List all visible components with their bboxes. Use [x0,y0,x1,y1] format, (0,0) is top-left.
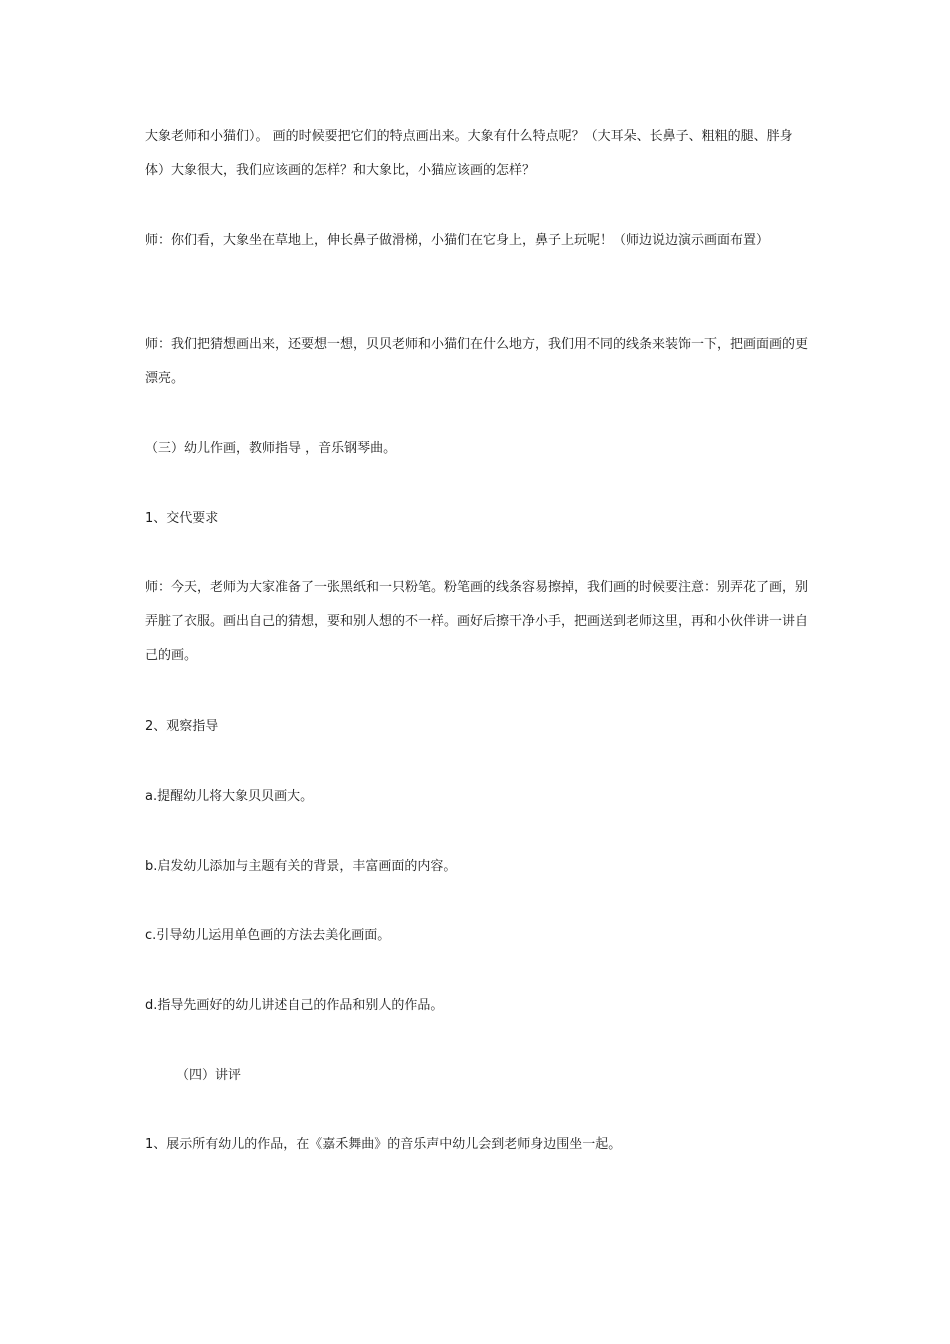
paragraph-teacher-decorate: 师：我们把猜想画出来，还要想一想，贝贝老师和小猫们在什么地方，我们用不同的线条来装饰一下，把画面画的更漂亮。 [145,337,809,386]
guide-item-a: a.提醒幼儿将大象贝贝画大。 [145,789,314,804]
guide-item-d: d.指导先画好的幼儿讲述自己的作品和别人的作品。 [145,998,444,1013]
paragraph-teacher-instructions: 师：今天，老师为大家准备了一张黑纸和一只粉笔。粉笔画的线条容易擦掉，我们画的时候要注意：别弄花了画，别弄脏了衣服。画出自己的猜想，要和别人想的不一样。画好后擦干净小手，把画送到老师这里，再和小伙伴讲一讲自己的画。 [145,580,809,663]
guide-item-c: c.引导幼儿运用单色画的方法去美化画面。 [145,928,391,943]
section-heading-3: （三）幼儿作画，教师指导 ，音乐钢琴曲。 [145,441,397,456]
guide-item-b: b.启发幼儿添加与主题有关的背景，丰富画面的内容。 [145,859,457,874]
paragraph-teacher-demo: 师：你们看，大象坐在草地上，伸长鼻子做滑梯，小猫们在它身上，鼻子上玩呢！（师边说边演示画面布置） [145,233,770,248]
item-1-requirements: 1、交代要求 [145,511,219,526]
section-heading-4: （四）讲评 [176,1068,242,1083]
item-1-display: 1、展示所有幼儿的作品，在《嘉禾舞曲》的音乐声中幼儿会到老师身边围坐一起。 [145,1137,622,1152]
paragraph-elephant-features: 大象老师和小猫们）。 画的时候要把它们的特点画出来。大象有什么特点呢？（大耳朵、长鼻子、粗粗的腿、胖身体）大象很大，我们应该画的怎样？和大象比，小猫应该画的怎样？ [145,129,793,178]
item-2-observation: 2、观察指导 [145,719,219,734]
